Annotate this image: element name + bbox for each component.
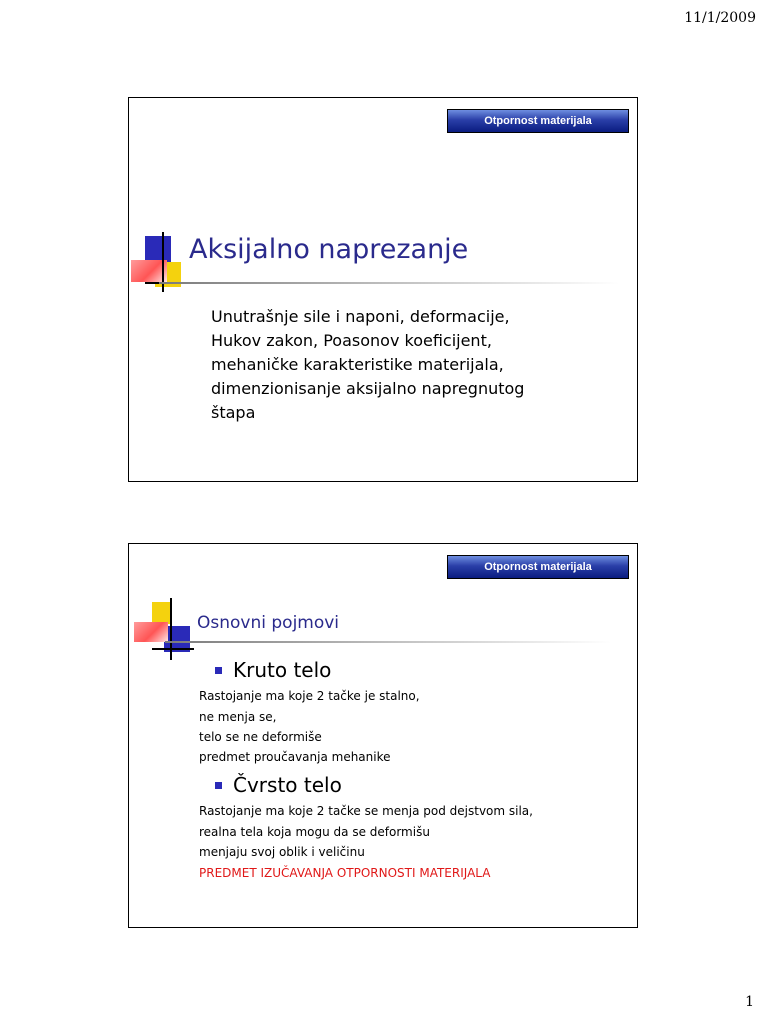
course-badge: Otpornost materijala [447, 555, 629, 579]
body-line: štapa [211, 403, 256, 422]
slide-title: Aksijalno naprezanje [189, 234, 469, 265]
detail-line: Rastojanje ma koje 2 tačke je stalno, [199, 689, 420, 703]
section-heading [215, 773, 342, 797]
title-underline [165, 641, 611, 643]
square-bullet-icon [215, 782, 222, 789]
body-line: Hukov zakon, Poasonov koeficijent, [211, 331, 492, 350]
detail-line: predmet proučavanja mehanike [199, 750, 391, 764]
title-underline [159, 282, 619, 284]
square-bullet-icon [215, 667, 222, 674]
detail-line: telo se ne deformiše [199, 730, 322, 744]
slide-2 [128, 543, 638, 928]
detail-line: ne menja se, [199, 710, 277, 724]
page-date: 11/1/2009 [684, 10, 756, 26]
body-line: dimenzionisanje aksijalno napregnutog [211, 379, 525, 398]
slide-1 [128, 97, 638, 482]
detail-line: menjaju svoj oblik i veličinu [199, 845, 365, 859]
detail-line: realna tela koja mogu da se deformišu [199, 825, 430, 839]
slide-logo-icon [134, 602, 204, 662]
section-heading-text: Čvrsto telo [233, 773, 342, 797]
detail-line: Rastojanje ma koje 2 tačke se menja pod dejstvom sila, [199, 804, 533, 818]
slide-title: Osnovni pojmovi [197, 613, 340, 633]
body-line: mehaničke karakteristike materijala, [211, 355, 504, 374]
body-line: Unutrašnje sile i naponi, deformacije, [211, 307, 510, 326]
highlight-line: PREDMET IZUČAVANJA OTPORNOSTI MATERIJALA [199, 866, 491, 880]
course-badge: Otpornost materijala [447, 109, 629, 133]
slide-body [211, 305, 591, 425]
section-heading-text: Kruto telo [233, 658, 332, 682]
section-heading [215, 658, 331, 682]
page-number: 1 [745, 994, 754, 1010]
